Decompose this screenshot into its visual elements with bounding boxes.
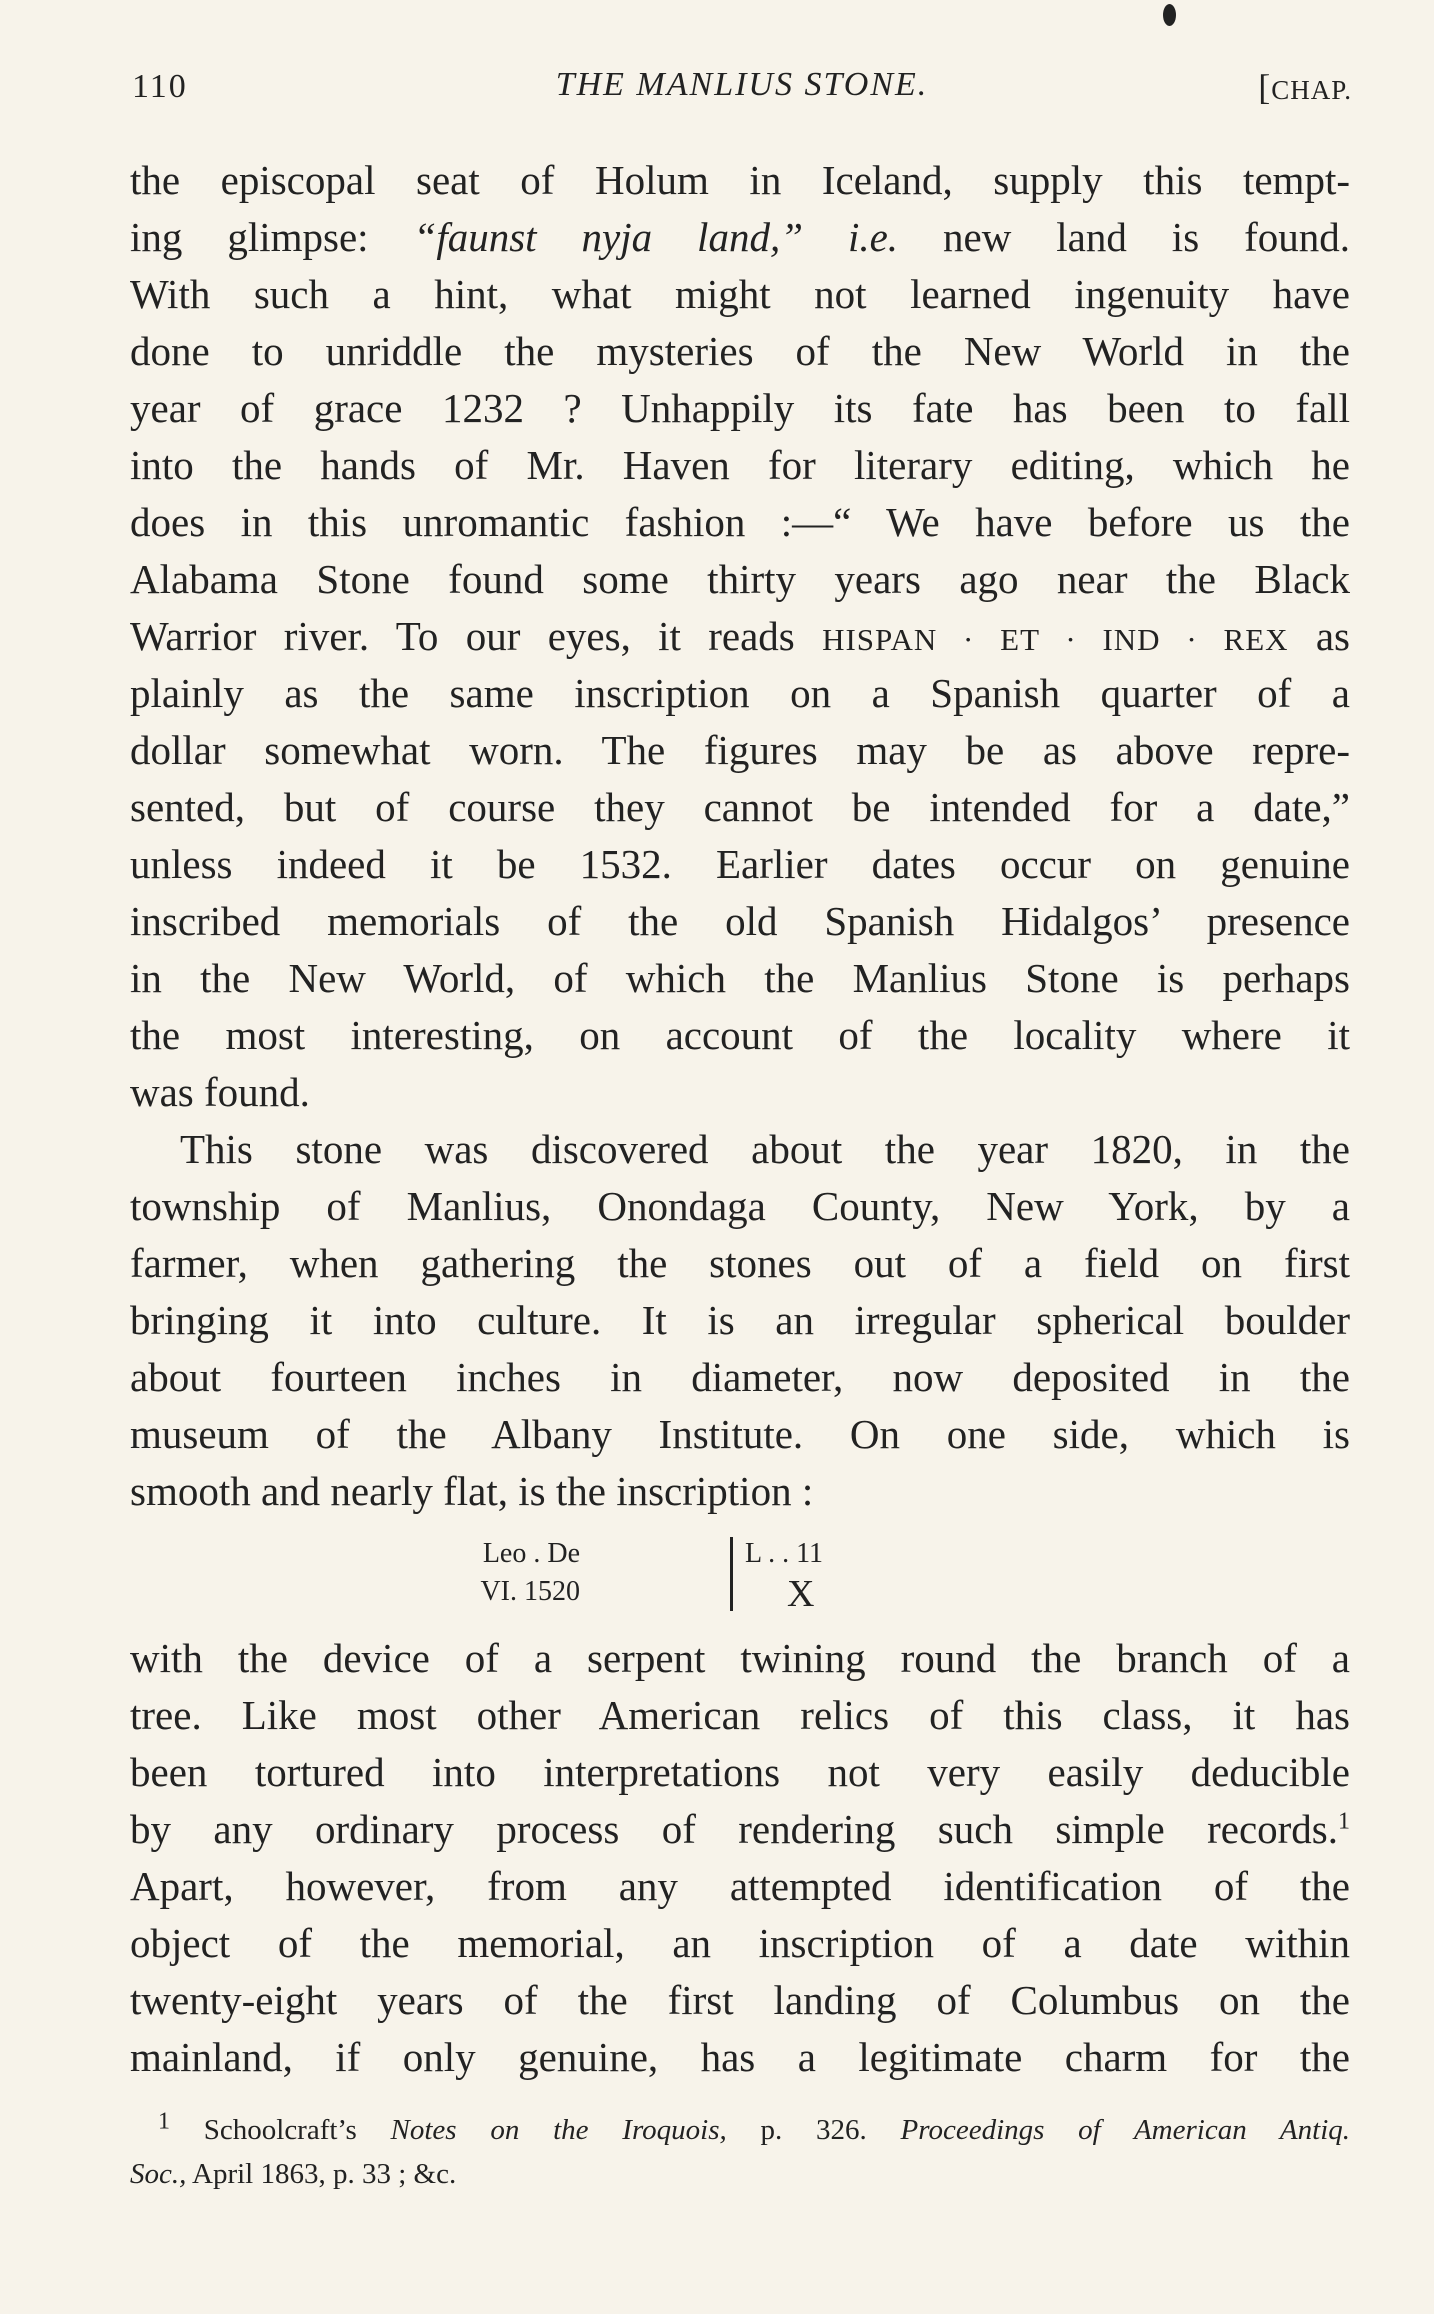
text-line: the episcopal seat of Holum in Iceland, supply this tempt- [130,157,1350,203]
text-line: This stone was discovered about the year 1820, in the [180,1126,1350,1172]
footnote-line: $^1$ Schoolcraft’s Notes on the Iroquois, p. 326. Proceedings of American Antiq. [158,2108,1351,2146]
text-line: farmer, when gathering the stones out of a field on first [130,1240,1350,1286]
text-line: been tortured into interpretations not very easily deducible [130,1749,1350,1795]
paragraph-3 [130,1630,1350,2086]
page-number: 110 [132,68,188,105]
text-line: ing glimpse: “faunst nyja land,” i.e. new land is found. [130,214,1350,260]
running-header [132,62,1352,112]
text-line: does in this unromantic fashion :—“ We have before us the [130,499,1350,545]
cited-journal: Proceedings of American Antiq. [900,2114,1351,2146]
coin-inscription: HISPAN · ET · IND · REX [822,622,1289,657]
inscription-left: Leo . De VI. 1520 [480,1538,580,1607]
text-line: bringing it into culture. It is an irregular spherical boulder [130,1297,1350,1343]
text-line: Warrior river. To our eyes, it reads HISPAN · ET · IND · REX as [130,613,1351,659]
text-line: Alabama Stone found some thirty years ago near the Black [130,556,1350,602]
abbreviation: i.e. [847,214,899,260]
chapter-label-text: CHAP. [1271,75,1352,105]
paragraph-1 [130,152,1350,1121]
ink-spot [1163,4,1176,26]
text-line: in the New World, of which the Manlius Stone is perhaps [130,955,1350,1001]
footnote-ref: 1 [1338,1808,1350,1835]
chapter-bracket: [ [1258,67,1272,107]
text-line: about fourteen inches in diameter, now deposited in the [130,1354,1350,1400]
text-line: done to unriddle the mysteries of the New World in the [130,328,1350,374]
text-line: twenty-eight years of the first landing of Columbus on the [130,1977,1350,2023]
inscription-right: L . . 11 X [745,1535,885,1615]
text-line: plainly as the same inscription on a Spanish quarter of a [130,670,1350,716]
text-line: sented, but of course they cannot be intended for a date,” [130,784,1350,830]
running-title: THE MANLIUS STONE. [555,66,929,103]
text-line: dollar somewhat worn. The figures may be as above repre- [130,727,1350,773]
text-line: With such a hint, what might not learned ingenuity have [130,271,1350,317]
quoted-phrase: “faunst nyja land,” [413,214,803,260]
text-line: into the hands of Mr. Haven for literary editing, which he [130,442,1350,488]
text-line: museum of the Albany Institute. On one side, which is [130,1411,1350,1457]
text-line: tree. Like most other American relics of this class, it has [130,1692,1350,1738]
text-line: inscribed memorials of the old Spanish Hidalgos’ presence [130,898,1350,944]
text-line: township of Manlius, Onondaga County, New York, by a [130,1183,1350,1229]
chapter-label [1258,66,1352,108]
text-line: Apart, however, from any attempted identification of the [130,1863,1350,1909]
inscription-divider [730,1537,733,1611]
text-line: mainland, if only genuine, has a legitimate charm for the [130,2034,1350,2080]
footnote [130,2108,1350,2196]
footnote-line: Soc., April 1863, p. 33 ; &c. [130,2158,457,2190]
text-line: by any ordinary process of rendering such simple records.$^1$ [130,1806,1350,1852]
cross-mark: X [787,1573,815,1615]
text-line: was found. [130,1069,310,1115]
text-line: year of grace 1232 ? Unhappily its fate has been to fall [130,385,1350,431]
text-line: with the device of a serpent twining round the branch of a [130,1635,1350,1681]
text-line: object of the memorial, an inscription of a date within [130,1920,1350,1966]
paragraph-2 [130,1121,1350,1520]
footnote-marker: 1 [158,2108,170,2135]
text-line: smooth and nearly flat, is the inscription : [130,1468,814,1514]
cited-work: Notes on the Iroquois, [390,2114,727,2146]
text-line: the most interesting, on account of the locality where it [130,1012,1350,1058]
text-line: unless indeed it be 1532. Earlier dates occur on genuine [130,841,1350,887]
